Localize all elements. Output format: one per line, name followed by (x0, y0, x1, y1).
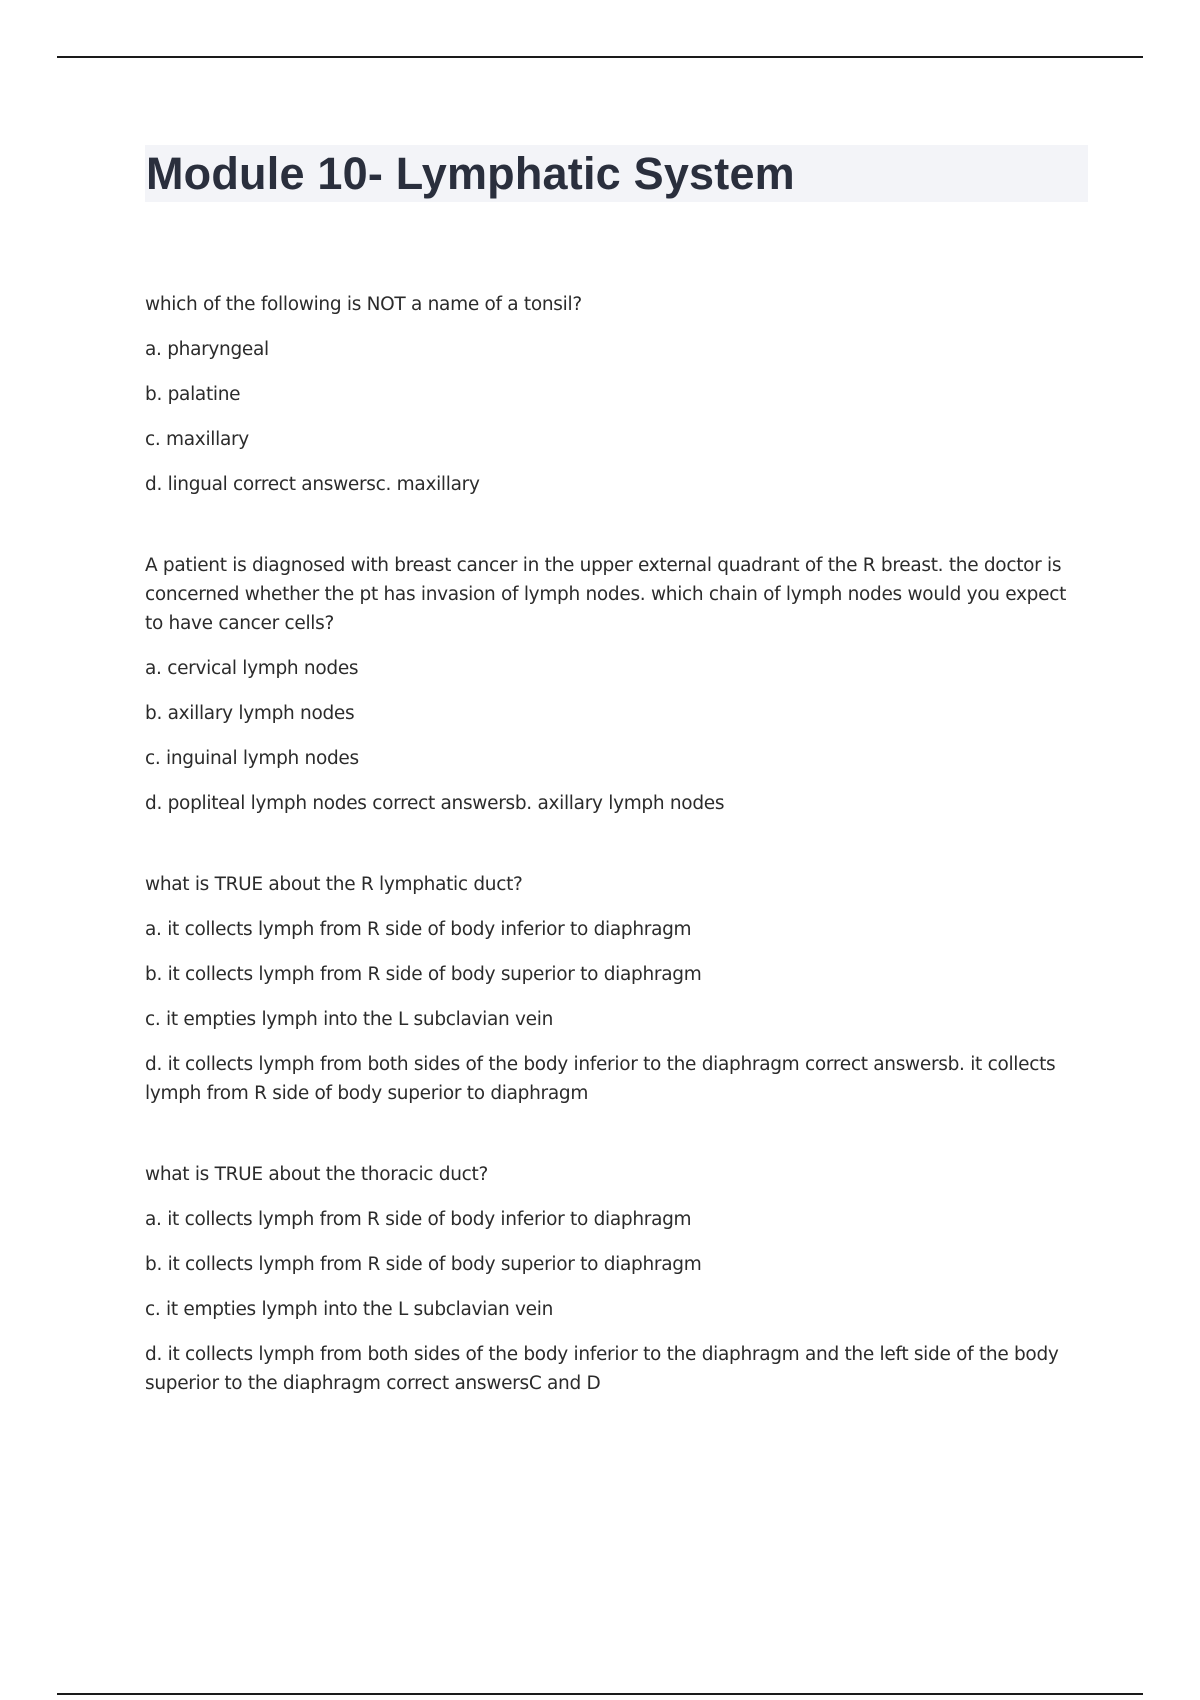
top-divider (57, 56, 1143, 58)
page-title: Module 10- Lymphatic System (146, 148, 795, 199)
question-block-1 (145, 290, 1075, 499)
question-text: A patient is diagnosed with breast cancer in the upper external quadrant of the R breast. the doctor is concerned whether the pt has invasion of lymph nodes. which chain of lymph nodes would you expect to have cancer cells? (145, 555, 1067, 634)
question-text: what is TRUE about the thoracic duct? (145, 1164, 488, 1185)
question-text: which of the following is NOT a name of a tonsil? (145, 294, 582, 315)
question-block-4 (145, 1160, 1075, 1398)
answer-option-b: b. it collects lymph from R side of body superior to diaphragm (145, 964, 702, 985)
answer-option-d: d. it collects lymph from both sides of the body inferior to the diaphragm and the left side of the body superior to the diaphragm correct answersC and D (145, 1344, 1059, 1394)
question-text: what is TRUE about the R lymphatic duct? (145, 874, 523, 895)
answer-option-c: c. it empties lymph into the L subclavian vein (145, 1009, 554, 1030)
answer-option-a: a. it collects lymph from R side of body inferior to diaphragm (145, 1209, 692, 1230)
question-block-3 (145, 870, 1075, 1108)
question-list (145, 290, 1075, 1450)
bottom-divider (57, 1693, 1143, 1695)
question-block-2 (145, 551, 1075, 818)
answer-option-d: d. popliteal lymph nodes correct answersb. axillary lymph nodes (145, 793, 725, 814)
answer-option-d: d. lingual correct answersc. maxillary (145, 474, 480, 495)
answer-option-a: a. cervical lymph nodes (145, 658, 359, 679)
answer-option-b: b. axillary lymph nodes (145, 703, 355, 724)
answer-option-a: a. pharyngeal (145, 339, 269, 360)
answer-option-c: c. it empties lymph into the L subclavian vein (145, 1299, 554, 1320)
answer-option-c: c. inguinal lymph nodes (145, 748, 359, 769)
answer-option-a: a. it collects lymph from R side of body inferior to diaphragm (145, 919, 692, 940)
answer-option-b: b. it collects lymph from R side of body superior to diaphragm (145, 1254, 702, 1275)
answer-option-b: b. palatine (145, 384, 241, 405)
answer-option-d: d. it collects lymph from both sides of the body inferior to the diaphragm correct answersb. it collects lymph from R side of body superior to diaphragm (145, 1054, 1056, 1104)
answer-option-c: c. maxillary (145, 429, 249, 450)
